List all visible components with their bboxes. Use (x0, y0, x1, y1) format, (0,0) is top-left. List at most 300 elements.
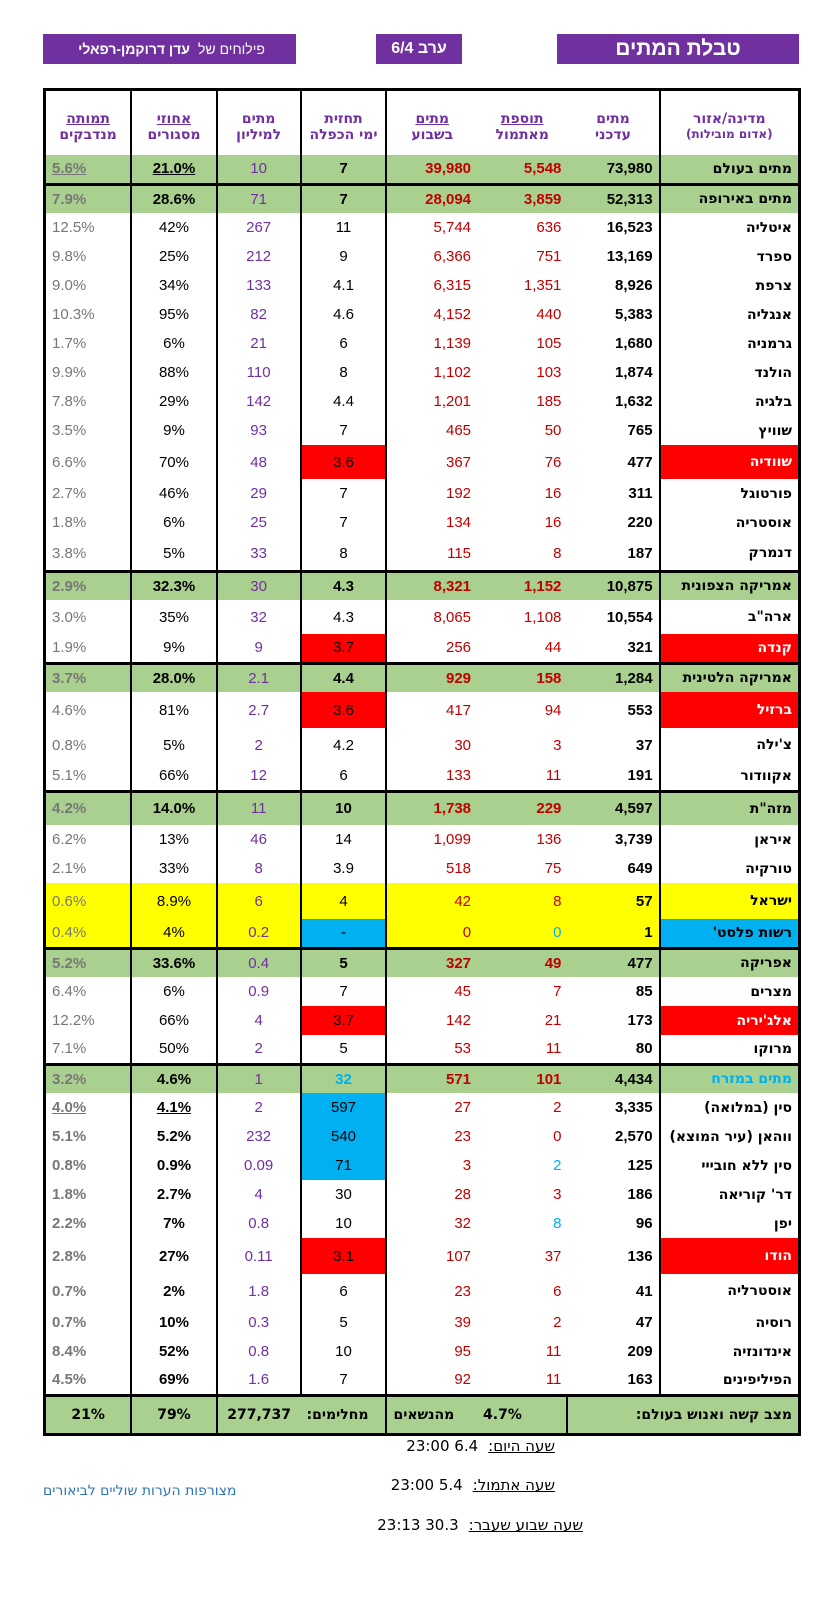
cell-closed: 25% (131, 242, 217, 271)
cell-mil: 133 (217, 271, 301, 300)
table-row (45, 271, 800, 300)
cell-mil: 212 (217, 242, 301, 271)
cell-closed: 13% (131, 825, 217, 854)
cell-mort: 2.9% (45, 571, 132, 600)
cell-deaths: 1,874 (615, 364, 653, 381)
cell-dbl: 3.9 (301, 854, 387, 883)
cell-mil: 2.1 (217, 663, 301, 692)
cell-dbl: 32 (301, 1064, 387, 1093)
time-today (406, 1437, 555, 1455)
cell-mort: 2.7% (52, 485, 87, 502)
table-row (45, 1035, 800, 1064)
cell-deaths: 649 (627, 860, 653, 877)
cell-add: 8 (553, 1215, 562, 1232)
cell-name: אוסטריה (660, 508, 800, 537)
cell-week: 8,065 (386, 600, 477, 634)
cell-dbl: 7 (301, 1366, 387, 1395)
table-row (45, 155, 800, 184)
cell-mil: 267 (217, 213, 301, 242)
cell-add: 636 (536, 219, 562, 236)
cell-week: 256 (386, 634, 477, 663)
cell-add: 8 (553, 544, 562, 562)
cell-dbl: 4 (301, 883, 387, 919)
cell-add: 1,108 (523, 608, 562, 626)
cell-deaths: 57 (567, 883, 659, 919)
cell-dbl: 5 (301, 1308, 387, 1337)
cell-mort: 9.9% (52, 364, 87, 381)
cell-week: 1,139 (386, 329, 477, 358)
time-last-week-value: 30.3 23:13 (377, 1516, 459, 1534)
col-subheader-4: ימי הכפלה (301, 127, 387, 155)
table-row (45, 791, 800, 825)
cell-week: 571 (386, 1064, 477, 1093)
col-subheader-3: בשבוע (386, 127, 477, 155)
cell-deaths: 16,523 (606, 219, 653, 236)
cell-mort: 5.2% (45, 948, 132, 977)
cell-deaths: 47 (635, 1314, 653, 1331)
cell-closed: 69% (131, 1366, 217, 1395)
of-infected-label: מהנשאים (386, 1395, 477, 1434)
cell-add: 105 (536, 335, 562, 352)
cell-week: 39 (386, 1308, 477, 1337)
date-badge: ערב 6/4 (376, 34, 462, 64)
col-header-4: תחזית (301, 90, 387, 128)
cell-name: הפיליפינים (660, 1366, 800, 1395)
cell-mort: 0.8% (52, 1157, 87, 1174)
cell-dbl: 9 (301, 242, 387, 271)
cell-name: רשות פלסט' (660, 919, 800, 948)
cell-mort: 1.8% (52, 514, 87, 531)
cell-closed: 42% (131, 213, 217, 242)
table-row (45, 184, 800, 213)
cell-mil: 2 (217, 1093, 301, 1122)
cell-dbl: 3.1 (301, 1238, 387, 1274)
cell-mil: 2 (217, 728, 301, 762)
cell-deaths: 96 (635, 1215, 653, 1232)
cell-mil: 10 (217, 155, 301, 184)
time-yesterday (391, 1476, 555, 1494)
cell-mil: 4 (217, 1006, 301, 1035)
cell-name: איטליה (660, 213, 800, 242)
table-row (45, 387, 800, 416)
cell-name: מרוקו (660, 1035, 800, 1064)
cell-mil: 0.8 (217, 1337, 301, 1366)
cell-week: 27 (386, 1093, 477, 1122)
cell-add: 44 (544, 639, 562, 657)
table-row (45, 762, 800, 791)
cell-mort: 5.1% (52, 767, 87, 785)
cell-mil: 1.6 (217, 1366, 301, 1395)
cell-mil: 110 (217, 358, 301, 387)
cell-name: הודו (660, 1238, 800, 1274)
cell-mil: 0.8 (217, 1209, 301, 1238)
cell-week: 142 (386, 1006, 477, 1035)
cell-dbl: 14 (301, 825, 387, 854)
cell-mort: 0.6% (45, 883, 132, 919)
cell-name: אלג'יריה (660, 1006, 800, 1035)
cell-mort: 7.8% (52, 393, 87, 410)
cell-deaths: 3,739 (615, 831, 653, 848)
deaths-table (43, 88, 801, 1436)
cell-week: 133 (386, 762, 477, 791)
cell-dbl: 4.4 (301, 663, 387, 692)
table-row (45, 825, 800, 854)
cell-closed: 5.2% (131, 1122, 217, 1151)
table-row (45, 1209, 800, 1238)
cell-mil: 8 (217, 854, 301, 883)
cell-deaths: 10,554 (606, 608, 653, 626)
cell-add: 5,548 (477, 155, 567, 184)
cell-add: 3 (553, 736, 562, 754)
cell-dbl: 8 (301, 537, 387, 571)
table-row (45, 663, 800, 692)
time-yesterday-label: שעה אתמול: (472, 1476, 555, 1494)
cell-mil: 9 (217, 634, 301, 663)
cell-mort: 1.8% (52, 1186, 87, 1203)
cell-deaths: 477 (627, 453, 653, 471)
table-row (45, 1274, 800, 1308)
recovered-pct: 79% (131, 1395, 217, 1434)
cell-add: 16 (544, 514, 562, 531)
cell-mort: 4.6% (52, 701, 87, 719)
credit-name: עדן דרוקמן-רפאלי (78, 41, 190, 57)
cell-dbl: 6 (301, 329, 387, 358)
cell-closed: 5% (131, 537, 217, 571)
col-subheader-1: עדכני (567, 127, 659, 155)
table-row (45, 479, 800, 508)
cell-mil: 12 (217, 762, 301, 791)
cell-closed: 35% (131, 600, 217, 634)
cell-name: שוויץ (660, 416, 800, 445)
col-header-1: מתים (567, 90, 659, 128)
cell-mort: 5.1% (52, 1128, 87, 1145)
cell-name: טורקיה (660, 854, 800, 883)
table-row (45, 883, 800, 919)
cell-deaths: 2,570 (615, 1128, 653, 1145)
cell-dbl: - (301, 919, 387, 948)
footnote-link[interactable]: מצורפות הערות שוליים לביאורים (43, 1483, 237, 1499)
cell-closed: 81% (131, 692, 217, 728)
cell-name: אקוודור (660, 762, 800, 791)
cell-mort: 4.0% (52, 1099, 87, 1116)
table-row (45, 854, 800, 883)
cell-closed: 8.9% (131, 883, 217, 919)
cell-week: 6,366 (386, 242, 477, 271)
cell-deaths: 52,313 (567, 184, 659, 213)
table-row (45, 358, 800, 387)
cell-week: 134 (386, 508, 477, 537)
cell-closed: 88% (131, 358, 217, 387)
cell-week: 367 (386, 445, 477, 479)
cell-dbl: 4.4 (301, 387, 387, 416)
cell-mort: 0.8% (52, 736, 87, 754)
cell-dbl: 7 (301, 479, 387, 508)
cell-dbl: 5 (301, 1035, 387, 1064)
table-row (45, 1308, 800, 1337)
cell-add: 76 (544, 453, 562, 471)
cell-mort: 7.9% (45, 184, 132, 213)
cell-week: 95 (386, 1337, 477, 1366)
cell-deaths: 187 (627, 544, 653, 562)
cell-closed: 4% (131, 919, 217, 948)
cell-add: 101 (477, 1064, 567, 1093)
table-row (45, 600, 800, 634)
cell-mil: 25 (217, 508, 301, 537)
cell-closed: 6% (131, 977, 217, 1006)
cell-mort: 12.5% (52, 219, 95, 236)
col-header-5: מתים (217, 90, 301, 128)
cell-closed: 29% (131, 387, 217, 416)
cell-deaths: 80 (635, 1040, 653, 1058)
cell-name: מתים במזרח (660, 1064, 800, 1093)
table-row (45, 977, 800, 1006)
cell-closed: 9% (131, 634, 217, 663)
cell-mort: 4.2% (45, 791, 132, 825)
cell-closed: 46% (131, 479, 217, 508)
cell-dbl: 3.7 (301, 634, 387, 663)
cell-name: ברזיל (660, 692, 800, 728)
cell-week: 42 (386, 883, 477, 919)
cell-name: גרמניה (660, 329, 800, 358)
cell-name: מצרים (660, 977, 800, 1006)
table-row (45, 692, 800, 728)
cell-mil: 33 (217, 537, 301, 571)
cell-dbl: 10 (301, 791, 387, 825)
credit-badge (43, 34, 296, 64)
cell-week: 92 (386, 1366, 477, 1395)
cell-name: בלגיה (660, 387, 800, 416)
cell-add: 2 (553, 1314, 562, 1331)
cell-mort: 1.7% (52, 335, 87, 352)
cell-deaths: 553 (627, 701, 653, 719)
cell-add: 75 (544, 860, 562, 877)
cell-mort: 5.6% (45, 155, 132, 184)
credit-of: של (197, 41, 216, 57)
cell-deaths: 1 (567, 919, 659, 948)
cell-name: סין ללא חובייי (660, 1151, 800, 1180)
cell-add: 0 (477, 919, 567, 948)
cell-mil: 48 (217, 445, 301, 479)
col-header-0: מדינה/אזור (660, 90, 800, 128)
cell-mort: 6.2% (52, 831, 87, 848)
cell-mil: 142 (217, 387, 301, 416)
cell-add: 7 (553, 983, 562, 1000)
cell-add: 1,351 (523, 277, 562, 294)
cell-add: 50 (544, 422, 562, 439)
cell-week: 192 (386, 479, 477, 508)
table-row (45, 508, 800, 537)
cell-deaths: 85 (635, 983, 653, 1000)
cell-week: 5,744 (386, 213, 477, 242)
cell-add: 158 (477, 663, 567, 692)
cell-add: 11 (545, 767, 562, 785)
cell-name: צרפת (660, 271, 800, 300)
cell-deaths: 5,383 (615, 306, 653, 323)
table-row (45, 213, 800, 242)
cell-name: דר' קוריאה (660, 1180, 800, 1209)
cell-dbl: 597 (301, 1093, 387, 1122)
recovered-label: מחלימים: (301, 1395, 387, 1434)
time-today-label: שעה היום: (488, 1437, 555, 1455)
cell-add: 3,859 (477, 184, 567, 213)
cell-deaths: 163 (627, 1371, 653, 1389)
cell-add: 49 (477, 948, 567, 977)
cell-week: 417 (386, 692, 477, 728)
cell-name: ישראל (660, 883, 800, 919)
cell-week: 30 (386, 728, 477, 762)
cell-add: 21 (544, 1012, 562, 1029)
cell-deaths: 37 (635, 736, 653, 754)
cell-closed: 2% (131, 1274, 217, 1308)
cell-dbl: 4.1 (301, 271, 387, 300)
cell-week: 1,201 (386, 387, 477, 416)
cell-deaths: 1,680 (615, 335, 653, 352)
cell-closed: 34% (131, 271, 217, 300)
cell-closed: 70% (131, 445, 217, 479)
cell-name: מתים בעולם (660, 155, 800, 184)
cell-deaths: 477 (567, 948, 659, 977)
cell-deaths: 125 (627, 1157, 653, 1174)
cell-mil: 1 (217, 1064, 301, 1093)
cell-name: מזה"ת (660, 791, 800, 825)
cell-add: 3 (553, 1186, 562, 1203)
cell-deaths: 10,875 (567, 571, 659, 600)
cell-closed: 27% (131, 1238, 217, 1274)
cell-dbl: 3.6 (301, 692, 387, 728)
critical-label: מצב קשה ואנוש בעולם: (567, 1395, 799, 1434)
cell-closed: 0.9% (131, 1151, 217, 1180)
cell-week: 3 (386, 1151, 477, 1180)
cell-name: קנדה (660, 634, 800, 663)
cell-name: סין (במלואה) (660, 1093, 800, 1122)
cell-name: ווהאן (עיר המוצא) (660, 1122, 800, 1151)
cell-dbl: 7 (301, 416, 387, 445)
cell-dbl: 6 (301, 762, 387, 791)
cell-mil: 0.11 (217, 1238, 301, 1274)
cell-week: 6,315 (386, 271, 477, 300)
cell-deaths: 136 (627, 1247, 653, 1265)
cell-closed: 28.6% (131, 184, 217, 213)
table-row (45, 1006, 800, 1035)
table-row (45, 634, 800, 663)
cell-mil: 2 (217, 1035, 301, 1064)
cell-closed: 66% (131, 1006, 217, 1035)
cell-week: 929 (386, 663, 477, 692)
critical-pct: 4.7% (477, 1395, 567, 1434)
cell-name: צ'ילה (660, 728, 800, 762)
cell-name: ארה"ב (660, 600, 800, 634)
time-last-week (377, 1516, 583, 1534)
cell-add: 751 (536, 248, 562, 265)
cell-deaths: 209 (627, 1343, 653, 1360)
cell-add: 440 (536, 306, 562, 323)
cell-add: 11 (545, 1040, 562, 1058)
cell-dbl: 4.2 (301, 728, 387, 762)
cell-add: 16 (544, 485, 562, 502)
cell-mil: 232 (217, 1122, 301, 1151)
cell-add: 229 (477, 791, 567, 825)
cell-week: 115 (386, 537, 477, 571)
cell-dbl: 7 (301, 184, 387, 213)
table-row (45, 1238, 800, 1274)
cell-mort: 3.0% (52, 608, 87, 626)
cell-mil: 0.2 (217, 919, 301, 948)
table-row (45, 329, 800, 358)
cell-week: 107 (386, 1238, 477, 1274)
cell-deaths: 73,980 (567, 155, 659, 184)
cell-mort: 6.4% (52, 983, 87, 1000)
cell-add: 103 (536, 364, 562, 381)
cell-closed: 14.0% (131, 791, 217, 825)
cell-closed: 6% (131, 508, 217, 537)
time-yesterday-value: 5.4 23:00 (390, 1476, 463, 1494)
cell-add: 94 (544, 701, 562, 719)
cell-closed: 7% (131, 1209, 217, 1238)
cell-deaths: 173 (627, 1012, 653, 1029)
cell-add: 37 (544, 1247, 562, 1265)
cell-name: אנגליה (660, 300, 800, 329)
cell-mort: 7.1% (52, 1040, 87, 1058)
cell-mil: 2.7 (217, 692, 301, 728)
deaths-pct: 21% (45, 1395, 132, 1434)
cell-week: 1,738 (386, 791, 477, 825)
cell-week: 465 (386, 416, 477, 445)
cell-dbl: 10 (301, 1337, 387, 1366)
col-header-2: תוספת (477, 90, 567, 128)
col-subheader-5: למיליון (217, 127, 301, 155)
cell-closed: 2.7% (131, 1180, 217, 1209)
cell-week: 23 (386, 1274, 477, 1308)
cell-closed: 4.6% (131, 1064, 217, 1093)
cell-name: דנמרק (660, 537, 800, 571)
cell-mil: 82 (217, 300, 301, 329)
cell-mort: 3.5% (52, 422, 87, 439)
cell-deaths: 1,632 (615, 393, 653, 410)
cell-mil: 4 (217, 1180, 301, 1209)
cell-mort: 1.9% (52, 639, 87, 657)
table-row (45, 1064, 800, 1093)
cell-mil: 0.9 (217, 977, 301, 1006)
cell-mil: 93 (217, 416, 301, 445)
cell-deaths: 321 (627, 639, 653, 657)
cell-dbl: 3.6 (301, 445, 387, 479)
cell-deaths: 765 (627, 422, 653, 439)
cell-mil: 11 (217, 791, 301, 825)
cell-name: אפריקה (660, 948, 800, 977)
table-row (45, 1180, 800, 1209)
cell-add: 136 (536, 831, 562, 848)
cell-mort: 2.1% (52, 860, 87, 877)
time-today-value: 6.4 23:00 (406, 1437, 479, 1455)
cell-add: 11 (545, 1371, 562, 1389)
cell-deaths: 4,597 (567, 791, 659, 825)
cell-closed: 66% (131, 762, 217, 791)
col-subheader-6: מסגורים (131, 127, 217, 155)
cell-dbl: 30 (301, 1180, 387, 1209)
cell-closed: 5% (131, 728, 217, 762)
footer-row (45, 1395, 800, 1434)
cell-mort: 3.2% (45, 1064, 132, 1093)
cell-dbl: 71 (301, 1151, 387, 1180)
credit-prefix: פילוחים (219, 41, 265, 57)
cell-closed: 33% (131, 854, 217, 883)
cell-week: 327 (386, 948, 477, 977)
cell-dbl: 6 (301, 1274, 387, 1308)
table-row (45, 1337, 800, 1366)
cell-deaths: 8,926 (615, 277, 653, 294)
table-row (45, 1151, 800, 1180)
cell-add: 2 (553, 1157, 562, 1174)
